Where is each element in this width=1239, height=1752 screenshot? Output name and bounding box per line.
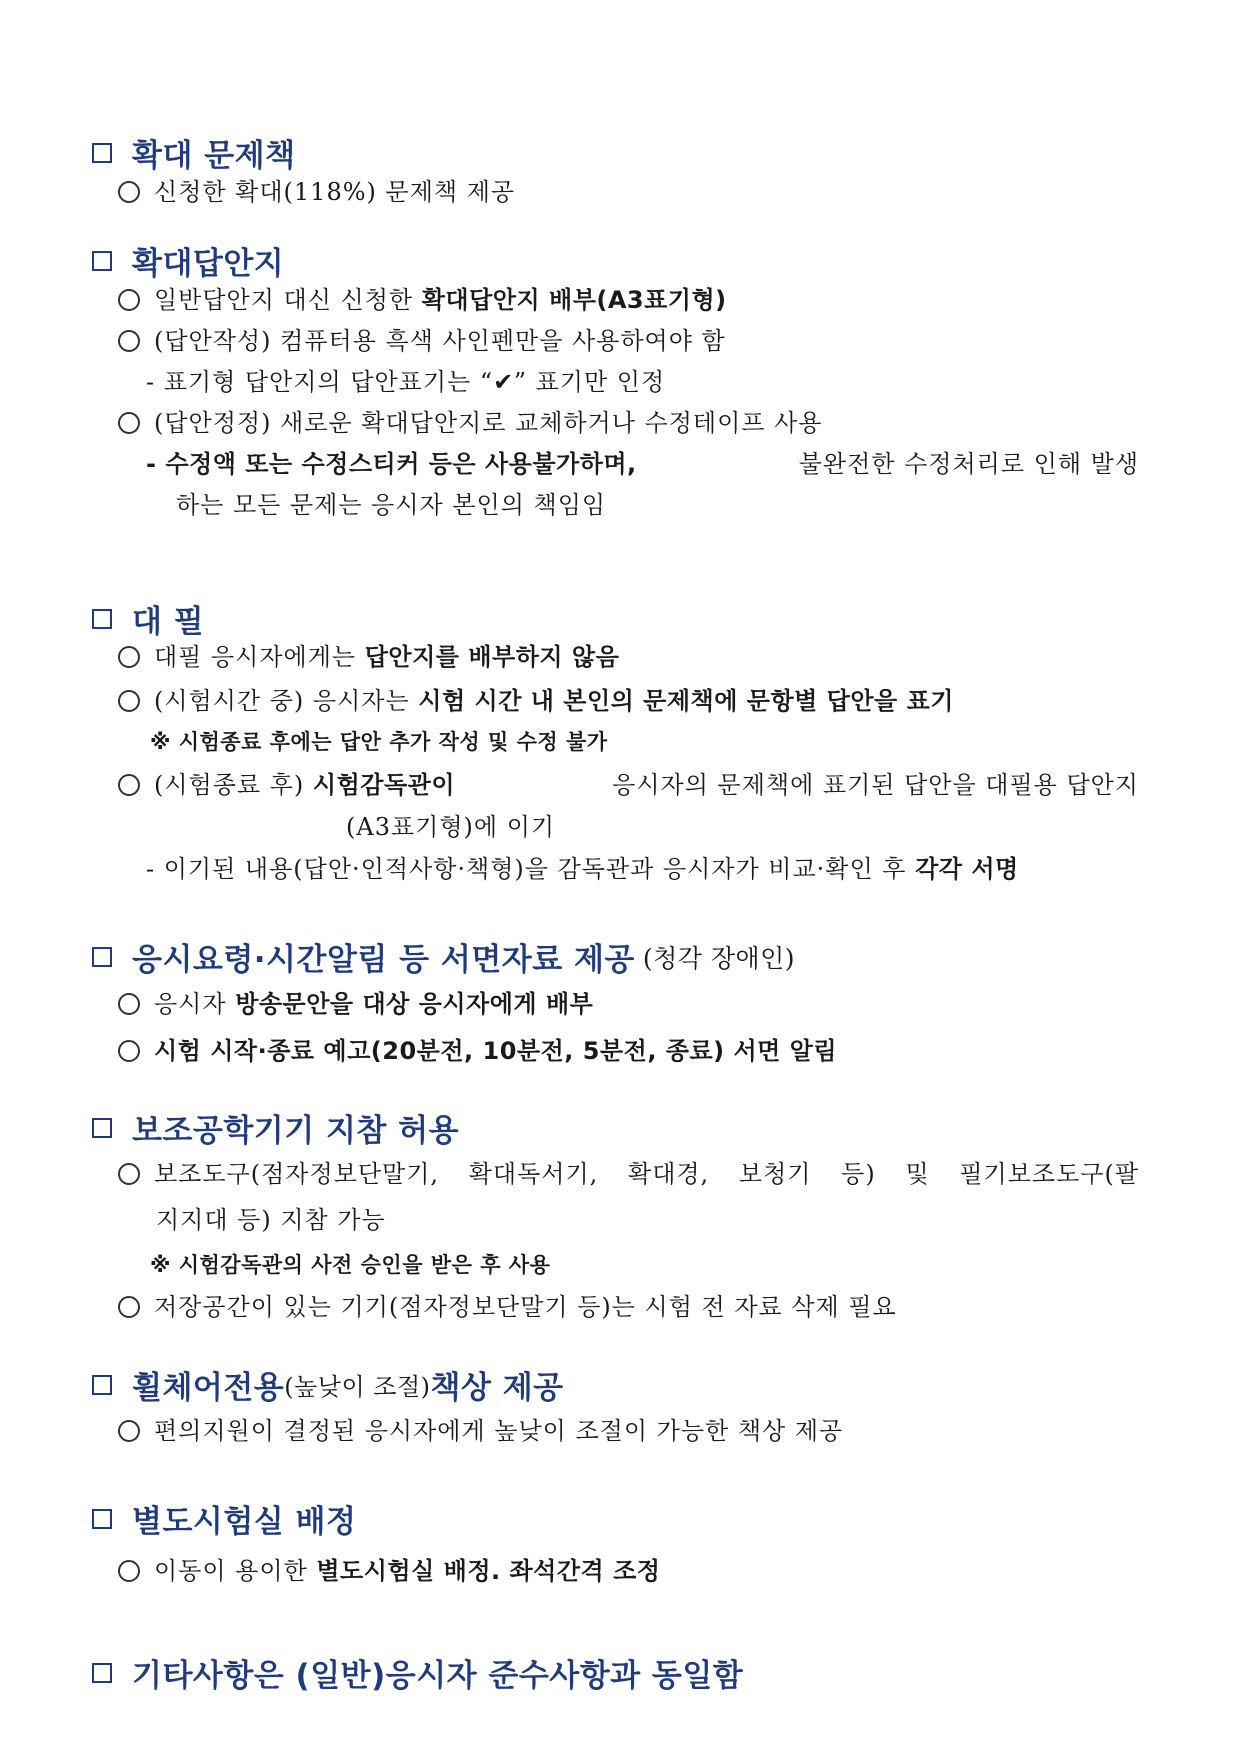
- list-item-continuation: (A3표기형)에 이기: [346, 813, 556, 841]
- list-item: 신청한 확대(118%) 문제책 제공: [118, 178, 515, 207]
- section-title: 응시요령·시간알림 등 서면자료 제공: [132, 942, 635, 978]
- sub-item: - 이기된 내용(답안·인적사항·책형)을 감독관과 응시자가 비교·확인 후 각각 서명: [146, 855, 1019, 883]
- section-heading-written-materials: 응시요령·시간알림 등 서면자료 제공 (청각 장애인): [92, 934, 795, 979]
- section-title: 기타사항은 (일반)응시자 준수사항과 동일함: [132, 1658, 744, 1694]
- list-item: 대필 응시자에게는 답안지를 배부하지 않음: [118, 643, 619, 672]
- check-mark-icon: ✔: [493, 368, 514, 396]
- circle-bullet-icon: [118, 1040, 140, 1062]
- list-item: (답안작성) 컴퓨터용 흑색 사인펜만을 사용하여야 함: [118, 327, 726, 356]
- section-heading-other-matters: [92, 1650, 743, 1695]
- circle-bullet-icon: [118, 289, 140, 311]
- section-heading-enlarged-answer-sheet: [92, 238, 284, 283]
- circle-bullet-icon: [118, 774, 140, 796]
- list-item: 보조도구(점자정보단말기, 확대독서기, 확대경, 보청기 등) 및 필기보조도구(팔: [118, 1160, 1139, 1189]
- checkbox-square-icon: [92, 1663, 112, 1683]
- circle-bullet-icon: [118, 1163, 140, 1185]
- note: ※ 시험종료 후에는 답안 추가 작성 및 수정 불가: [150, 730, 608, 754]
- list-item: 저장공간이 있는 기기(점자정보단말기 등)는 시험 전 자료 삭제 필요: [118, 1293, 897, 1322]
- sub-item: - 수정액 또는 수정스티커 등은 사용불가하며, 불완전한 수정처리로 인해 발생: [146, 450, 1139, 478]
- list-item: 편의지원이 결정된 응시자에게 높낮이 조절이 가능한 책상 제공: [118, 1417, 843, 1446]
- section-heading-separate-room: [92, 1496, 356, 1541]
- list-item: (답안정정) 새로운 확대답안지로 교체하거나 수정테이프 사용: [118, 409, 822, 438]
- section-title: 보조공학기기 지참 허용: [132, 1113, 460, 1149]
- circle-bullet-icon: [118, 993, 140, 1015]
- sub-item: - 표기형 답안지의 답안표기는 “✔” 표기만 인정: [146, 368, 666, 396]
- list-item: 응시자 방송문안을 대상 응시자에게 배부: [118, 990, 593, 1019]
- checkbox-square-icon: [92, 1509, 112, 1529]
- section-heading-assistive-devices: [92, 1105, 459, 1150]
- section-heading-wheelchair-desk: 휠체어전용 (높낮이 조절) 책상 제공: [92, 1362, 564, 1407]
- checkbox-square-icon: [92, 1375, 112, 1395]
- list-item: (시험종료 후) 시험감독관이 응시자의 문제책에 표기된 답안을 대필용 답안지: [118, 771, 1139, 800]
- note: ※ 시험감독관의 사전 승인을 받은 후 사용: [150, 1253, 551, 1277]
- circle-bullet-icon: [118, 1420, 140, 1442]
- checkbox-square-icon: [92, 251, 112, 271]
- circle-bullet-icon: [118, 1560, 140, 1582]
- circle-bullet-icon: [118, 181, 140, 203]
- section-heading-enlarged-booklet: [92, 130, 296, 175]
- checkbox-square-icon: [92, 143, 112, 163]
- circle-bullet-icon: [118, 1296, 140, 1318]
- sub-item-continuation: 하는 모든 문제는 응시자 본인의 책임임: [176, 491, 607, 519]
- circle-bullet-icon: [118, 412, 140, 434]
- circle-bullet-icon: [118, 646, 140, 668]
- checkbox-square-icon: [92, 1118, 112, 1138]
- list-item-continuation: 지지대 등) 지참 가능: [156, 1206, 386, 1234]
- section-heading-proxy-writing: [92, 596, 204, 641]
- list-item: 이동이 용이한 별도시험실 배정. 좌석간격 조정: [118, 1557, 660, 1586]
- checkbox-square-icon: [92, 947, 112, 967]
- section-title: 별도시험실 배정: [132, 1504, 357, 1540]
- list-item: (시험시간 중) 응시자는 시험 시간 내 본인의 문제책에 문항별 답안을 표기: [118, 687, 954, 716]
- list-item: 일반답안지 대신 신청한 확대답안지 배부(A3표기형): [118, 286, 727, 315]
- section-title: 대 필: [132, 604, 205, 640]
- section-title: 확대 문제책: [132, 138, 296, 174]
- circle-bullet-icon: [118, 690, 140, 712]
- section-title: 확대답안지: [132, 246, 285, 282]
- circle-bullet-icon: [118, 330, 140, 352]
- checkbox-square-icon: [92, 609, 112, 629]
- list-item: 시험 시작·종료 예고(20분전, 10분전, 5분전, 종료) 서면 알림: [118, 1037, 837, 1066]
